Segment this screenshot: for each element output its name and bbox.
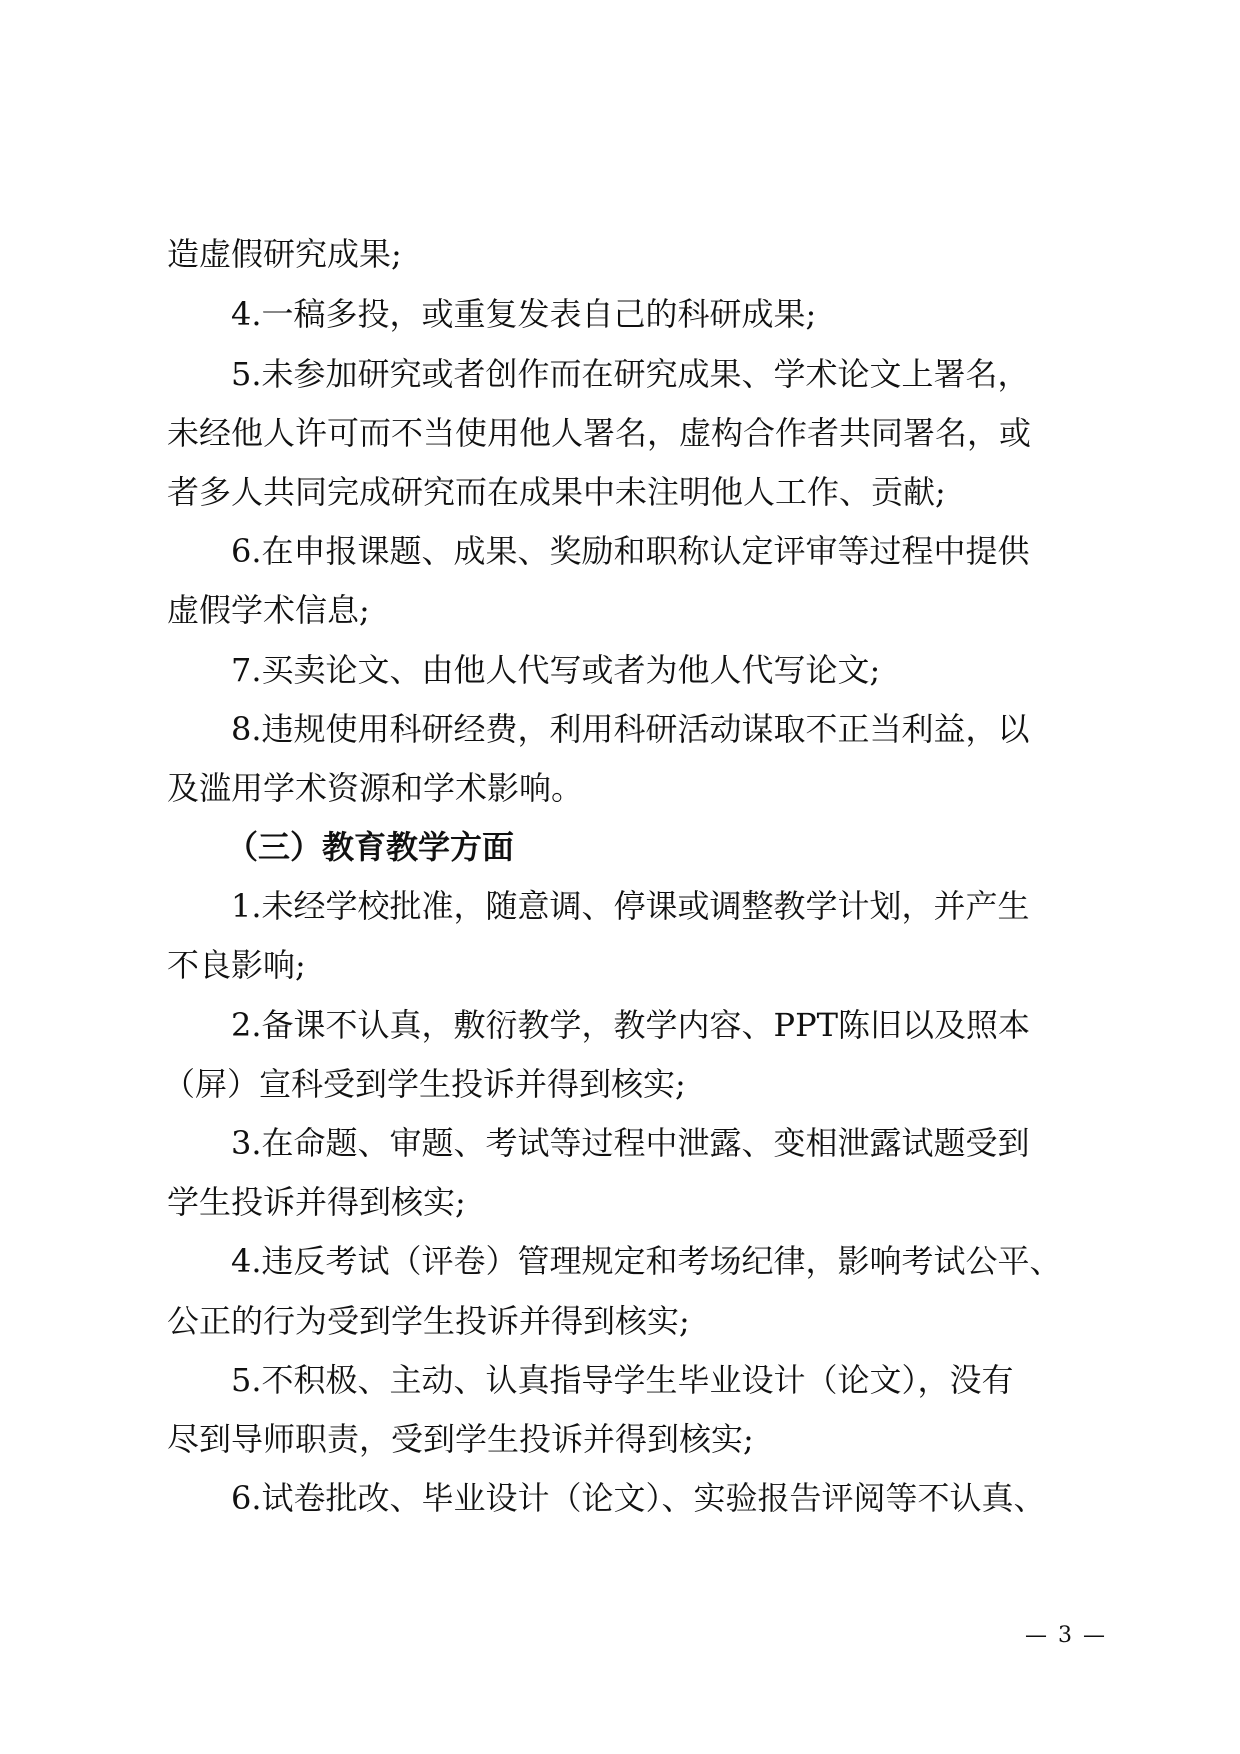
page-number: — 3 — — [1025, 1623, 1107, 1648]
body-text-line: 及滥用学术资源和学术影响。 — [167, 769, 584, 807]
body-text-line: 公正的行为受到学生投诉并得到核实; — [167, 1302, 690, 1340]
body-text-line: 学生投诉并得到核实; — [167, 1183, 466, 1221]
list-item-1: 1.未经学校批准，随意调、停课或调整教学计划，并产生 — [231, 887, 1030, 925]
list-item-4: 4.一稿多投，或重复发表自己的科研成果; — [231, 295, 817, 333]
body-text-line: 造虚假研究成果; — [167, 235, 402, 273]
list-item-6: 6.在申报课题、成果、奖励和职称认定评审等过程中提供 — [231, 532, 1030, 570]
list-item-3: 3.在命题、审题、考试等过程中泄露、变相泄露试题受到 — [231, 1124, 1030, 1162]
section-heading: （三）教育教学方面 — [226, 828, 515, 866]
list-item-6: 6.试卷批改、毕业设计（论文）、实验报告评阅等不认真、 — [231, 1479, 1046, 1517]
list-item-5: 5.不积极、主动、认真指导学生毕业设计（论文），没有 — [231, 1361, 1014, 1399]
body-text-line: 未经他人许可而不当使用他人署名，虚构合作者共同署名，或 — [167, 414, 1032, 452]
list-item-4: 4.违反考试（评卷）管理规定和考场纪律，影响考试公平、 — [231, 1242, 1062, 1280]
body-text-line: （屏）宣科受到学生投诉并得到核实; — [163, 1065, 686, 1103]
list-item-8: 8.违规使用科研经费，利用科研活动谋取不正当利益，以 — [231, 710, 1030, 748]
body-text-line: 尽到导师职责，受到学生投诉并得到核实; — [167, 1420, 754, 1458]
body-text-line: 者多人共同完成研究而在成果中未注明他人工作、贡献; — [167, 473, 946, 511]
list-item-2: 2.备课不认真，敷衍教学，教学内容、PPT陈旧以及照本 — [231, 1006, 1030, 1044]
list-item-7: 7.买卖论文、由他人代写或者为他人代写论文; — [231, 651, 881, 689]
list-item-5: 5.未参加研究或者创作而在研究成果、学术论文上署名， — [231, 355, 1030, 393]
body-text-line: 不良影响; — [167, 946, 306, 984]
body-text-line: 虚假学术信息; — [167, 591, 370, 629]
